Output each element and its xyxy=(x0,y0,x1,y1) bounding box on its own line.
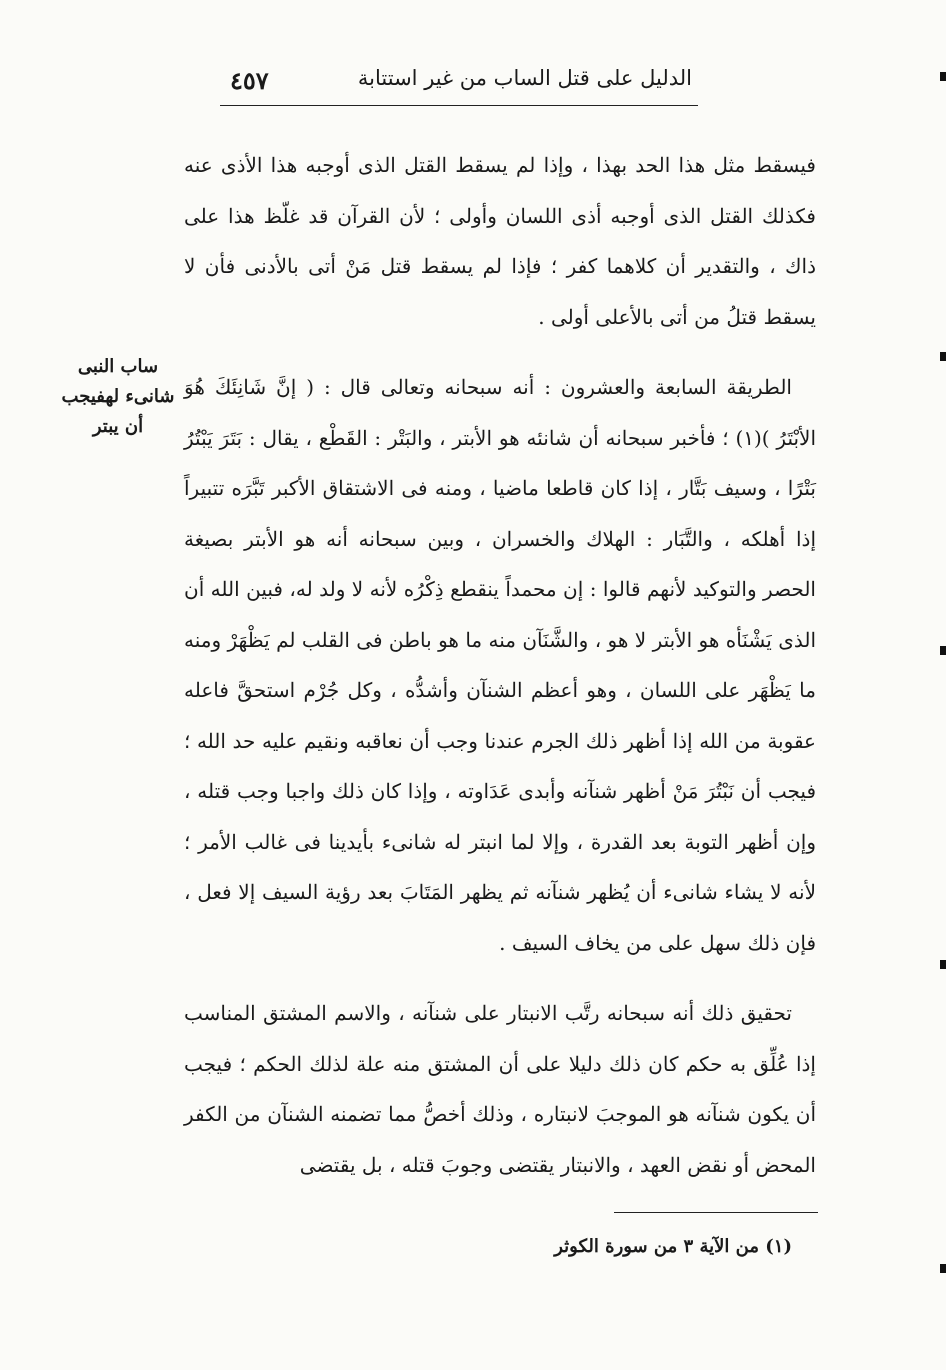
running-title: الدليل على قتل الساب من غير استتابة xyxy=(357,66,692,90)
edge-mark xyxy=(940,1264,946,1273)
edge-mark xyxy=(940,960,946,969)
body-text xyxy=(184,140,816,1190)
edge-mark xyxy=(940,352,946,361)
paragraph: الطريقة السابعة والعشرون : أنه سبحانه وتعالى قال : ( إنَّ شَانِئَكَ هُوَ الأبْتَرُ )(١) ؛ فأخبر سبحانه أن شانئه هو الأبتر ، والبَتْر : القَطْع ، يقال : بَتَرَ يَبْتُرُ بَتْرًا ، وسيف بَتَّار ، إذا كان قاطعا ماضيا ، ومنه فى الاشتقاق الأكبر تَبَّرَه تتبيراً إذا أهلكه ، والتَّبَار : الهلاك والخسران ، وبين سبحانه أنه هو الأبتر بصيغة الحصر والتوكيد لأنهم قالوا : إن محمداً ينقطع ذِكْرُه لأنه لا ولد له، فبين الله أن الذى يَشْنَأه هو الأبتر لا هو ، والشَّنَآن منه ما هو باطن فى القلب لم يَظْهَرْ ومنه ما يَظْهَر على اللسان ، وهو أعظم الشنآن وأشدُّه ، وكل جُرْم استحقَّ فاعله عقوبة من الله إذا أظهر ذلك الجرم عندنا وجب أن نعاقبه ونقيم عليه حد الله ؛ فيجب أن نَبْتُرَ مَنْ أظهر شنآنه وأبدى عَدَاوته ، وإذا كان ذلك واجبا وجب قتله ، وإن أظهر التوبة بعد القدرة ، وإلا لما انبتر له شانىء بأيدينا فى غالب الأمر ؛ لأنه لا يشاء شانىء أن يُظهر شنآنه ثم يظهر المَتَابَ بعد رؤية السيف إلا فعل ، فإن ذلك سهل على من يخاف السيف . xyxy=(184,375,817,955)
header-rule xyxy=(220,105,698,106)
footnote-rule xyxy=(614,1212,818,1213)
edge-mark xyxy=(940,72,946,81)
footnote: (١) من الآية ٣ من سورة الكوثر xyxy=(554,1236,792,1257)
margin-note-line: ساب النبى xyxy=(77,356,159,377)
edge-mark xyxy=(940,646,946,655)
page-number: ٤٥٧ xyxy=(230,66,269,95)
paragraph: فيسقط مثل هذا الحد بهذا ، وإذا لم يسقط القتل الذى أوجبه هذا الأذى عنه فكذلك القتل الذى أوجبه أذى اللسان وأولى ؛ لأن القرآن قد غلّظ هذا على ذاك ، والتقدير أن كلاهما كفر ؛ فإذا لم يسقط قتل مَنْ أتى بالأدنى فأن لا يسقط قتلُ من أتى بالأعلى أولى . xyxy=(184,153,816,329)
paragraph: تحقيق ذلك أنه سبحانه رتَّب الانبتار على شنآنه ، والاسم المشتق المناسب إذا عُلِّق به حكم كان ذلك دليلا على أن المشتق منه علة لذلك الحكم ؛ فيجب أن يكون شنآنه هو الموجبَ لانبتاره ، وذلك أخصُّ مما تضمنه الشنآن من الكفر المحض أو نقض العهد ، والانبتار يقتضى وجوبَ قتله ، بل يقتضى xyxy=(184,1001,816,1177)
margin-note-line: أن يبتر xyxy=(92,416,144,437)
margin-note xyxy=(58,352,178,442)
margin-note-line: شانىء لهفيجب xyxy=(61,386,175,407)
page-header xyxy=(220,62,698,106)
